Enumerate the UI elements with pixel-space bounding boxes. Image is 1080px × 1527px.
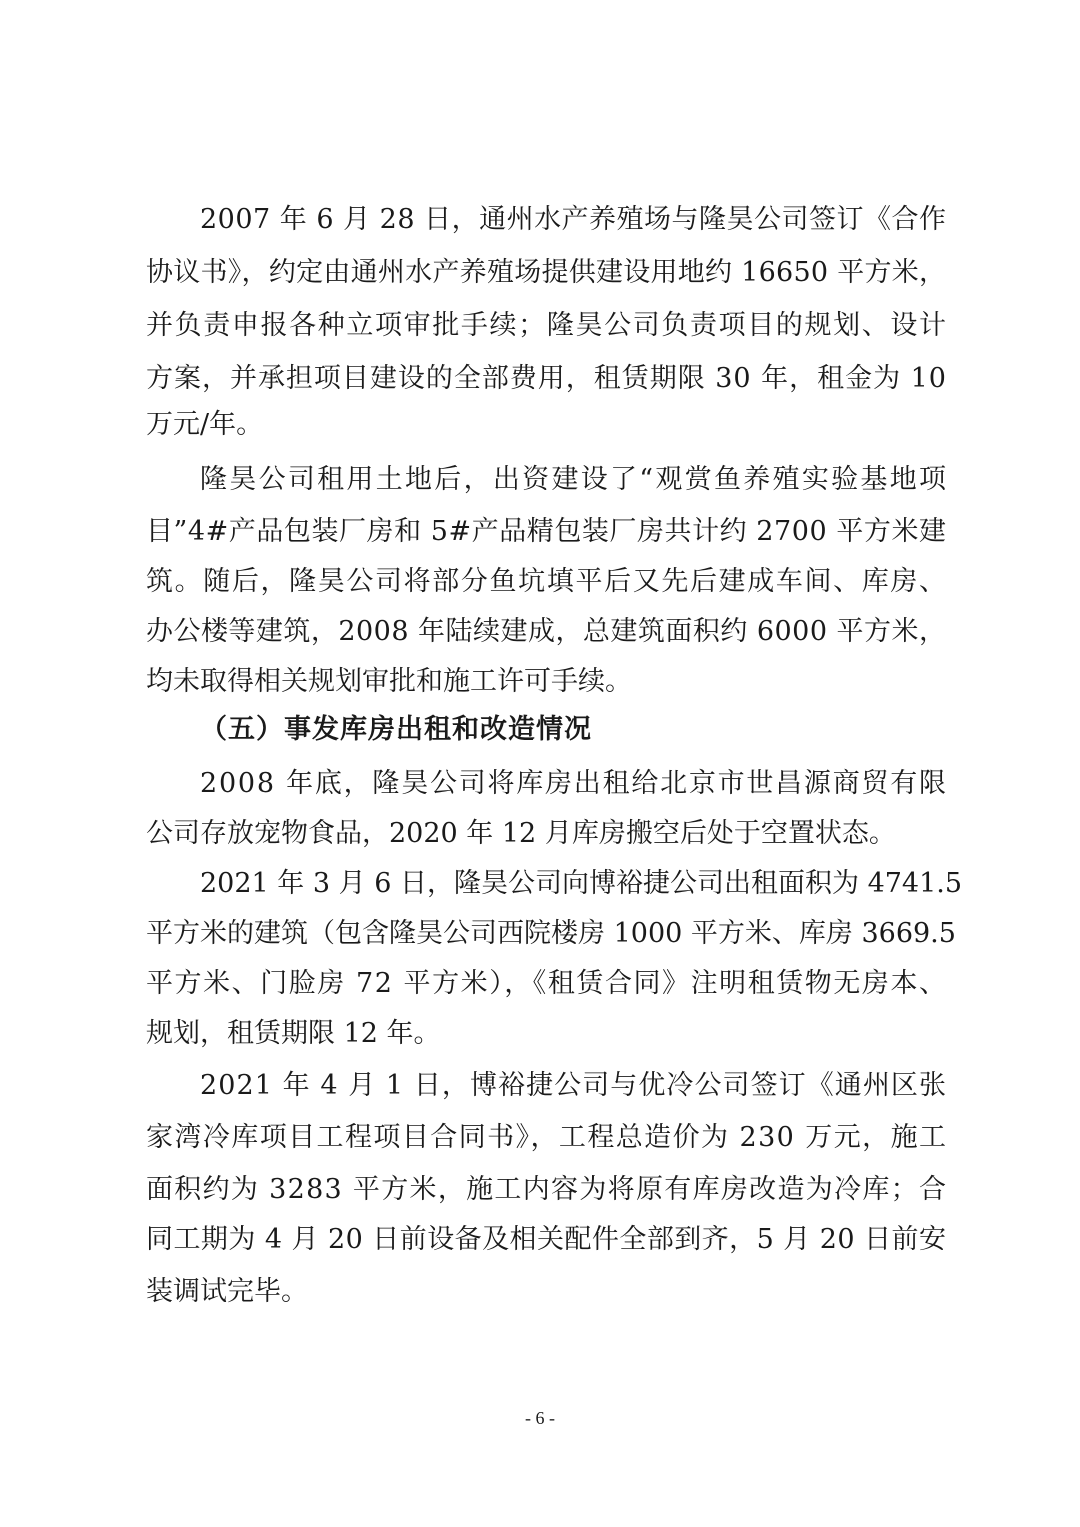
text-line: 均未取得相关规划审批和施工许可手续。	[146, 666, 632, 697]
text-line: 平方米的建筑（包含隆昊公司西院楼房 1000 平方米、库房 3669.5	[146, 918, 956, 949]
section-heading: （五）事发库房出租和改造情况	[200, 714, 592, 745]
text-line: 2021 年 3 月 6 日，隆昊公司向博裕捷公司出租面积为 4741.5	[200, 868, 963, 899]
text-line: 目”4#产品包装厂房和 5#产品精包装厂房共计约 2700 平方米建	[146, 516, 947, 547]
text-line: 隆昊公司租用土地后，出资建设了“观赏鱼养殖实验基地项	[200, 464, 949, 495]
text-line: 协议书》，约定由通州水产养殖场提供建设用地约 16650 平方米，	[146, 257, 947, 288]
text-line: 家湾冷库项目工程项目合同书》，工程总造价为 230 万元，施工	[146, 1122, 948, 1153]
page-number: - 6 -	[525, 1408, 555, 1428]
text-line: 万元/年。	[146, 409, 264, 440]
text-line: 装调试完毕。	[146, 1276, 308, 1307]
text-line: 2008 年底，隆昊公司将库房出租给北京市世昌源商贸有限	[200, 768, 948, 799]
text-line: 筑。随后，隆昊公司将部分鱼坑填平后又先后建成车间、库房、	[146, 566, 948, 597]
text-line: 2007 年 6 月 28 日，通州水产养殖场与隆昊公司签订《合作	[200, 204, 947, 235]
text-line: 并负责申报各种立项审批手续；隆昊公司负责项目的规划、设计	[146, 310, 948, 341]
text-line: 规划，租赁期限 12 年。	[146, 1018, 441, 1049]
text-line: 面积约为 3283 平方米，施工内容为将原有库房改造为冷库；合	[146, 1174, 948, 1205]
text-line: 办公楼等建筑，2008 年陆续建成，总建筑面积约 6000 平方米，	[146, 616, 947, 647]
text-line: 公司存放宠物食品，2020 年 12 月库房搬空后处于空置状态。	[146, 818, 896, 849]
text-line: 方案，并承担项目建设的全部费用，租赁期限 30 年，租金为 10	[146, 363, 947, 394]
text-line: 2021 年 4 月 1 日，博裕捷公司与优冷公司签订《通州区张	[200, 1070, 948, 1101]
text-line: 平方米、门脸房 72 平方米），《租赁合同》注明租赁物无房本、	[146, 968, 948, 999]
text-line: 同工期为 4 月 20 日前设备及相关配件全部到齐，5 月 20 日前安	[146, 1224, 947, 1255]
